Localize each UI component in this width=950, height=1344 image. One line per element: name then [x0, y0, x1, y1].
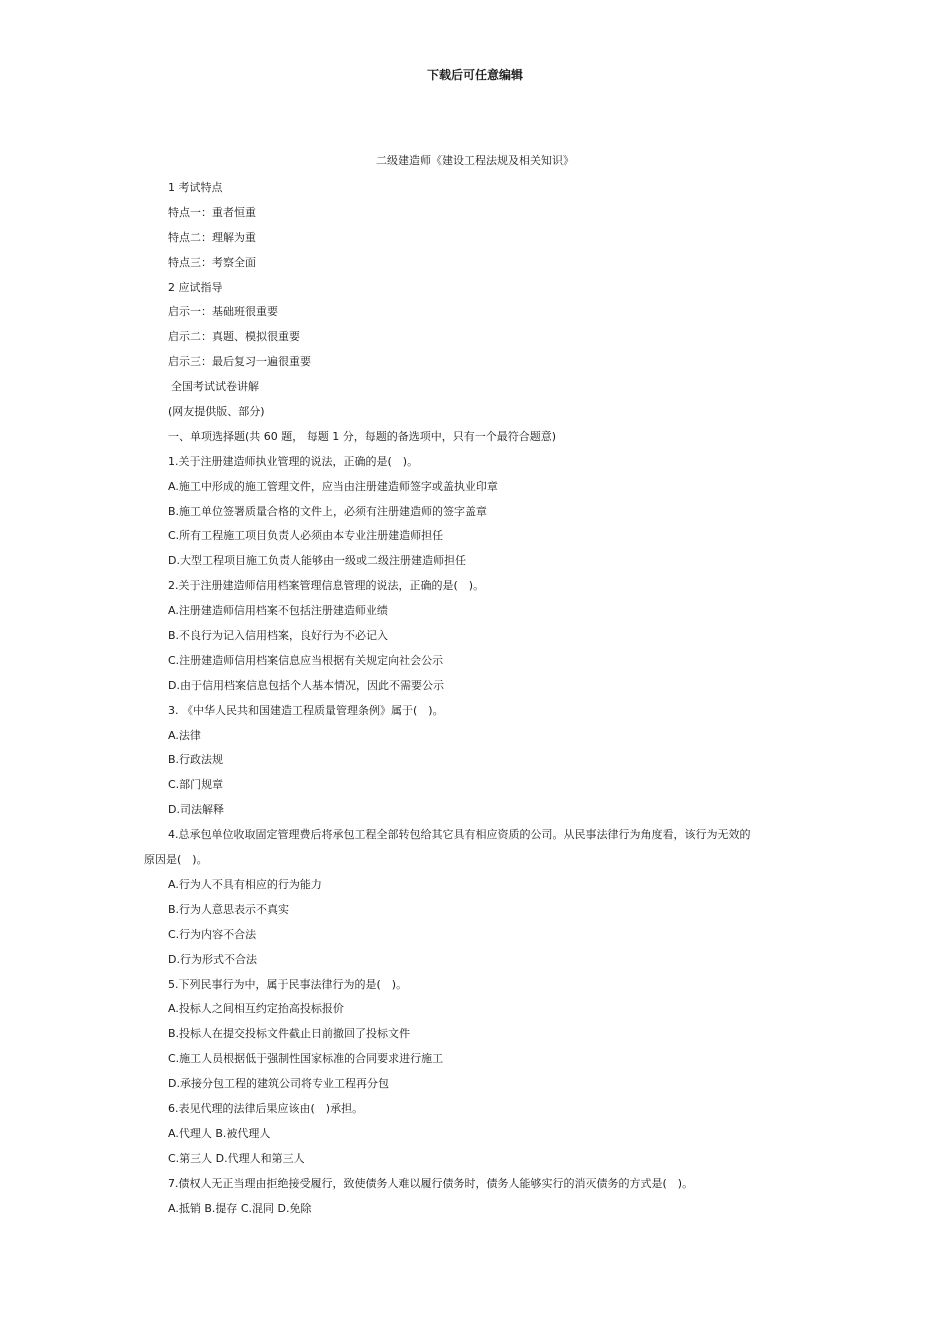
option: C.施工人员根据低于强制性国家标准的合同要求进行施工	[168, 1052, 444, 1066]
option: A.代理人 B.被代理人	[168, 1126, 271, 1140]
question-continuation: 原因是( )。	[144, 853, 208, 867]
question: 6.表见代理的法律后果应该由( )承担。	[168, 1101, 364, 1115]
option: B.不良行为记入信用档案，良好行为不必记入	[168, 629, 389, 643]
option: D.承接分包工程的建筑公司将专业工程再分包	[168, 1077, 389, 1091]
option: C.第三人 D.代理人和第三人	[168, 1151, 305, 1165]
question: 3. 《中华人民共和国建造工程质量管理条例》属于( )。	[168, 703, 444, 717]
section-heading: 2 应试指导	[168, 280, 223, 294]
question: 4.总承包单位收取固定管理费后将承包工程全部转包给其它具有相应资质的公司。从民事法律行为角度看，该行为无效的	[168, 828, 751, 842]
option: A.抵销 B.提存 C.混同 D.免除	[168, 1201, 312, 1215]
question: 2.关于注册建造师信用档案管理信息管理的说法，正确的是( )。	[168, 579, 485, 593]
text-line: 特点三：考察全面	[168, 255, 256, 269]
text-line: 特点二：理解为重	[168, 230, 256, 244]
option: A.法律	[168, 728, 201, 742]
option: A.注册建造师信用档案不包括注册建造师业绩	[168, 604, 388, 618]
text-line: 启示三：最后复习一遍很重要	[168, 355, 311, 369]
option: D.大型工程项目施工负责人能够由一级或二级注册建造师担任	[168, 554, 466, 568]
document-title: 二级建造师《建设工程法规及相关知识》	[376, 154, 574, 167]
option: C.行为内容不合法	[168, 927, 257, 941]
option: B.投标人在提交投标文件截止日前撤回了投标文件	[168, 1027, 411, 1041]
text-line: 全国考试试卷讲解	[171, 380, 259, 394]
text-line: 启示二：真题、模拟很重要	[168, 330, 300, 344]
option: B.施工单位签署质量合格的文件上，必须有注册建造师的签字盖章	[168, 504, 488, 518]
option: C.部门规章	[168, 778, 224, 792]
option: A.施工中形成的施工管理文件，应当由注册建造师签字或盖执业印章	[168, 479, 498, 493]
text-line: (网友提供版、部分)	[168, 405, 265, 419]
option: D.行为形式不合法	[168, 952, 257, 966]
question: 7.债权人无正当理由拒绝接受履行，致使债务人难以履行债务时，债务人能够实行的消灭债务的方式是( )。	[168, 1176, 694, 1190]
option: C.所有工程施工项目负责人必须由本专业注册建造师担任	[168, 529, 444, 543]
option: A.投标人之间相互约定抬高投标报价	[168, 1002, 344, 1016]
option: B.行为人意思表示不真实	[168, 902, 290, 916]
option: B.行政法规	[168, 753, 224, 767]
section-heading: 1 考试特点	[168, 181, 223, 194]
page-header: 下载后可任意编辑	[426, 68, 523, 82]
question: 1.关于注册建造师执业管理的说法，正确的是( )。	[168, 454, 419, 468]
document-body	[144, 176, 824, 1221]
section-heading: 一、单项选择题(共 60 题， 每题 1 分，每题的备选项中，只有一个最符合题意)	[168, 429, 557, 443]
question: 5.下列民事行为中，属于民事法律行为的是( )。	[168, 977, 408, 991]
option: C.注册建造师信用档案信息应当根据有关规定向社会公示	[168, 653, 444, 667]
option: A.行为人不具有相应的行为能力	[168, 877, 322, 891]
option: D.司法解释	[168, 803, 224, 817]
option: D.由于信用档案信息包括个人基本情况，因此不需要公示	[168, 678, 444, 692]
text-line: 特点一：重者恒重	[168, 205, 256, 219]
text-line: 启示一：基础班很重要	[168, 305, 278, 319]
